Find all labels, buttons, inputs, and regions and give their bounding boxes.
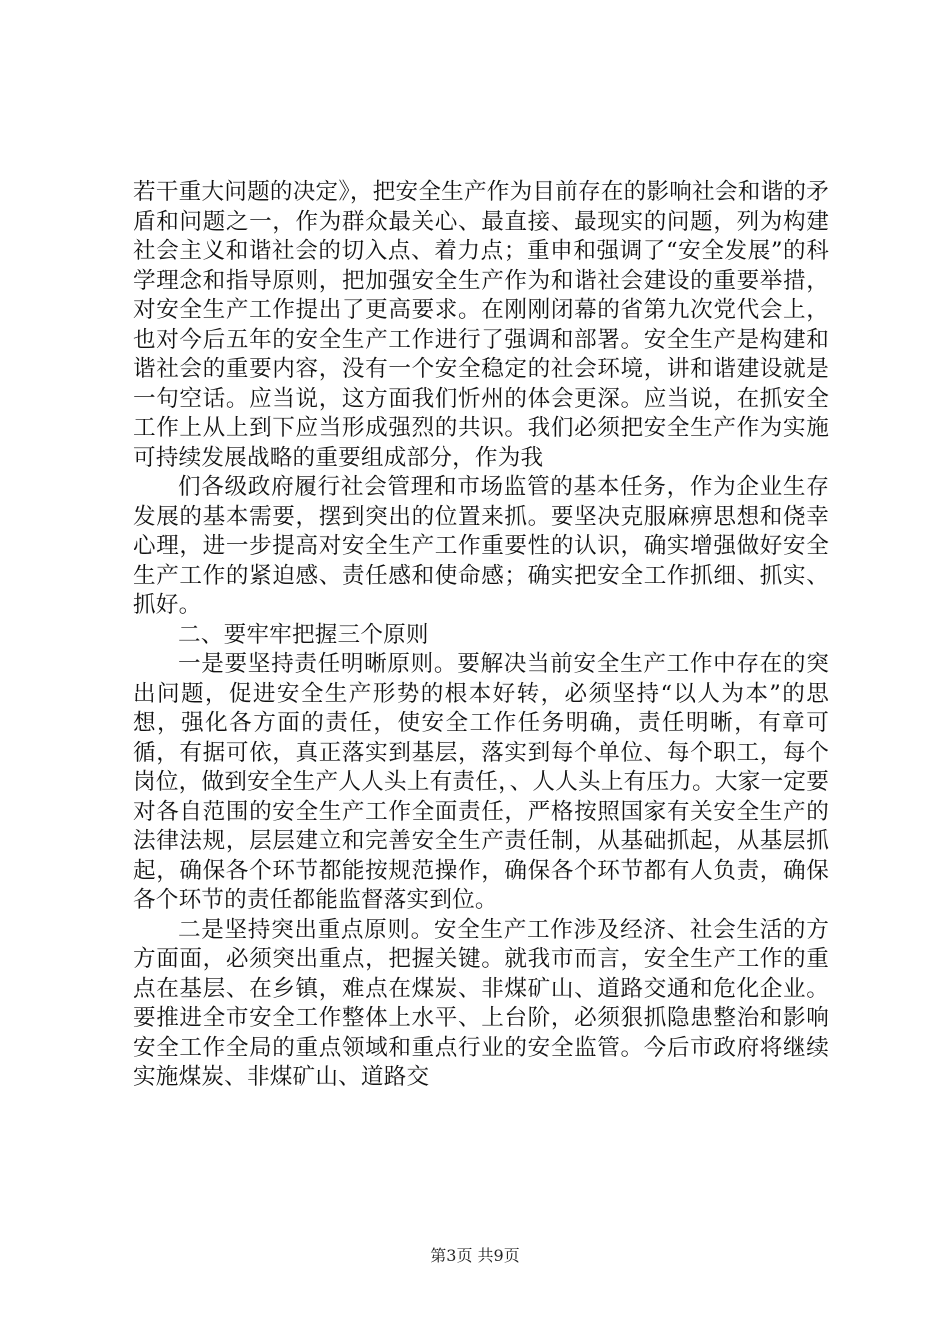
section-heading: 二、要牢牢把握三个原则: [178, 621, 429, 648]
paragraph: 们各级政府履行社会管理和市场监管的基本任务，作为企业生存发展的基本需要，摆到突出的位置来抓。要坚决克服麻痹思想和侥幸心理，进一步提高对安全生产工作重要性的认识，确实增强做好安全生产工作的紧迫感、责任感和使命感；确实把安全工作抓细、抓实、抓好。: [133, 474, 829, 618]
paragraph: 若干重大问题的决定》，把安全生产作为目前存在的影响社会和谐的矛盾和问题之一，作为群众最关心、最直接、最现实的问题，列为构建社会主义和谐社会的切入点、着力点；重申和强调了“安全发展”的科学理念和指导原则，把加强安全生产作为和谐社会建设的重要举措，对安全生产工作提出了更高要求。在刚刚闭幕的省第九次党代会上，也对今后五年的安全生产工作进行了强调和部署。安全生产是构建和谐社会的重要内容，没有一个安全稳定的社会环境，讲和谐建设就是一句空话。应当说，这方面我们忻州的体会更深。应当说，在抓安全工作上从上到下应当形成强烈的共识。我们必须把安全生产作为实施可持续发展战略的重要组成部分，作为我: [133, 179, 829, 471]
document-body: [133, 178, 829, 1093]
paragraph: 一是要坚持责任明晰原则。要解决当前安全生产工作中存在的突出问题，促进安全生产形势的根本好转，必须坚持“以人为本”的思想，强化各方面的责任，使安全工作任务明确，责任明晰，有章可循，有据可依，真正落实到基层，落实到每个单位、每个职工，每个岗位，做到安全生产人人头上有责任，、人人头上有压力。大家一定要对各自范围的安全生产工作全面责任，严格按照国家有关安全生产的法律法规，层层建立和完善安全生产责任制，从基础抓起，从基层抓起，确保各个环节都能按规范操作，确保各个环节都有人负责，确保各个环节的责任都能监督落实到位。: [133, 651, 829, 913]
page-footer: 第3页 共9页: [430, 1246, 520, 1265]
paragraph: 二是坚持突出重点原则。安全生产工作涉及经济、社会生活的方方面面，必须突出重点，把握关键。就我市而言，安全生产工作的重点在基层、在乡镇，难点在煤炭、非煤矿山、道路交通和危化企业。要推进全市安全工作整体上水平、上台阶，必须狠抓隐患整治和影响安全工作全局的重点领域和重点行业的安全监管。今后市政府将继续实施煤炭、非煤矿山、道路交: [133, 916, 829, 1090]
